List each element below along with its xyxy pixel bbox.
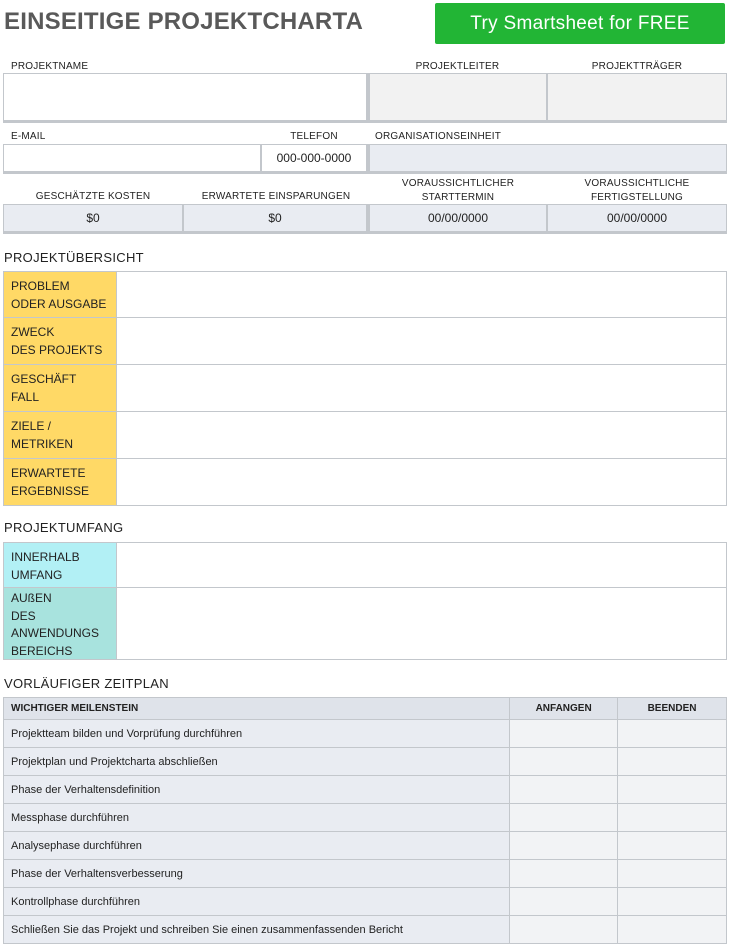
milestone-cell[interactable]: Schließen Sie das Projekt und schreiben Sie einen zusammenfassenden Bericht <box>4 916 510 944</box>
label-exp-savings: ERWARTETE EINSPARUNGEN <box>201 191 351 202</box>
scope-label-line: BEREICHS <box>11 643 73 658</box>
section-title-overview: PROJEKTÜBERSICHT <box>4 250 144 265</box>
end-cell[interactable] <box>618 888 727 916</box>
end-cell[interactable] <box>618 720 727 748</box>
overview-row-problem <box>3 272 727 318</box>
overview-row-business-case <box>3 365 727 412</box>
scope-label-line: INNERHALB <box>11 550 80 564</box>
email-field[interactable] <box>3 144 261 174</box>
overview-goals-field[interactable] <box>116 412 726 458</box>
overview-label-line: DES PROJEKTS <box>11 342 103 357</box>
scope-label-line: ANWENDUNGS <box>11 626 100 640</box>
overview-problem-field[interactable] <box>116 272 726 317</box>
scope-row-in <box>3 543 727 588</box>
phone-field[interactable]: 000-000-0000 <box>261 144 369 174</box>
overview-label <box>4 318 116 364</box>
end-cell[interactable] <box>618 748 727 776</box>
label-exp-start <box>369 177 547 205</box>
overview-label-line: ERWARTETE <box>11 466 86 480</box>
project-sponsor-field[interactable] <box>547 73 727 123</box>
start-cell[interactable] <box>510 720 618 748</box>
exp-start-field[interactable]: 00/00/0000 <box>369 204 547 234</box>
schedule-header-row <box>4 698 727 720</box>
scope-label-line: UMFANG <box>11 567 63 582</box>
section-title-scope: PROJEKTUMFANG <box>4 520 124 535</box>
overview-business-case-field[interactable] <box>116 365 726 411</box>
start-cell[interactable] <box>510 860 618 888</box>
label-phone: TELEFON <box>290 131 338 142</box>
label-project-sponsor: PROJEKTTRÄGER <box>591 61 683 72</box>
label-exp-end-line1: VORAUSSICHTLICHE <box>584 178 690 189</box>
milestone-cell[interactable]: Projektteam bilden und Vorprüfung durchführen <box>4 720 510 748</box>
end-cell[interactable] <box>618 860 727 888</box>
label-exp-end-line2: FERTIGSTELLUNG <box>590 192 684 203</box>
scope-label-line: DES <box>11 608 36 623</box>
exp-savings-field[interactable]: $0 <box>183 204 369 234</box>
scope-out-field[interactable] <box>116 588 726 659</box>
milestone-cell[interactable]: Projektplan und Projektcharta abschließen <box>4 748 510 776</box>
project-manager-field[interactable] <box>369 73 547 123</box>
label-exp-start-line1: VORAUSSICHTLICHER <box>401 178 515 189</box>
overview-label-line: ERGEBNISSE <box>11 483 90 498</box>
try-smartsheet-button[interactable]: Try Smartsheet for FREE <box>435 3 725 44</box>
overview-label <box>4 412 116 458</box>
start-cell[interactable] <box>510 916 618 944</box>
scope-label-out <box>4 588 116 659</box>
col-header-end: BEENDEN <box>618 698 727 720</box>
overview-label <box>4 365 116 411</box>
table-row <box>4 860 727 888</box>
end-cell[interactable] <box>618 832 727 860</box>
overview-label-line: ODER AUSGABE <box>11 296 107 311</box>
table-row <box>4 804 727 832</box>
milestone-cell[interactable]: Messphase durchführen <box>4 804 510 832</box>
end-cell[interactable] <box>618 804 727 832</box>
table-row <box>4 748 727 776</box>
milestone-cell[interactable]: Phase der Verhaltensdefinition <box>4 776 510 804</box>
milestone-cell[interactable]: Analysephase durchführen <box>4 832 510 860</box>
overview-label-line: METRIKEN <box>11 436 74 451</box>
table-row <box>4 888 727 916</box>
milestone-cell[interactable]: Kontrollphase durchführen <box>4 888 510 916</box>
table-row <box>4 832 727 860</box>
label-exp-end <box>547 177 727 205</box>
scope-label-line: AUßEN <box>11 591 52 605</box>
milestone-cell[interactable]: Phase der Verhaltensverbesserung <box>4 860 510 888</box>
scope-row-out <box>3 588 727 660</box>
label-project-name: PROJEKTNAME <box>11 61 89 72</box>
overview-label-line: ZWECK <box>11 325 55 339</box>
overview-row-results <box>3 459 727 506</box>
scope-grid <box>3 542 727 660</box>
overview-results-field[interactable] <box>116 459 726 505</box>
end-cell[interactable] <box>618 776 727 804</box>
overview-row-goals <box>3 412 727 459</box>
start-cell[interactable] <box>510 776 618 804</box>
exp-end-field[interactable]: 00/00/0000 <box>547 204 727 234</box>
scope-label-in <box>4 543 116 587</box>
overview-label-line: ZIELE / <box>11 419 52 433</box>
overview-label <box>4 272 116 317</box>
col-header-milestone: WICHTIGER MEILENSTEIN <box>4 698 510 720</box>
end-cell[interactable] <box>618 916 727 944</box>
table-row <box>4 916 727 944</box>
label-est-costs: GESCHÄTZTE KOSTEN <box>35 191 151 202</box>
overview-grid <box>3 271 727 506</box>
scope-in-field[interactable] <box>116 543 726 587</box>
label-exp-start-line2: STARTTERMIN <box>421 192 495 203</box>
start-cell[interactable] <box>510 832 618 860</box>
start-cell[interactable] <box>510 804 618 832</box>
overview-purpose-field[interactable] <box>116 318 726 364</box>
label-email: E-MAIL <box>11 131 46 142</box>
est-costs-field[interactable]: $0 <box>3 204 183 234</box>
overview-label-line: FALL <box>11 389 40 404</box>
col-header-start: ANFANGEN <box>510 698 618 720</box>
org-unit-field[interactable] <box>369 144 727 174</box>
table-row <box>4 720 727 748</box>
overview-label-line: GESCHÄFT <box>11 372 77 386</box>
label-org-unit: ORGANISATIONSEINHEIT <box>375 131 502 142</box>
schedule-table <box>3 697 727 944</box>
overview-row-purpose <box>3 318 727 365</box>
overview-label <box>4 459 116 505</box>
label-project-manager: PROJEKTLEITER <box>415 61 500 72</box>
section-title-schedule: VORLÄUFIGER ZEITPLAN <box>4 676 169 691</box>
project-name-field[interactable] <box>3 73 369 123</box>
table-row <box>4 776 727 804</box>
start-cell[interactable] <box>510 748 618 776</box>
page-title: EINSEITIGE PROJEKTCHARTA <box>4 8 364 35</box>
overview-label-line: PROBLEM <box>11 279 70 293</box>
start-cell[interactable] <box>510 888 618 916</box>
